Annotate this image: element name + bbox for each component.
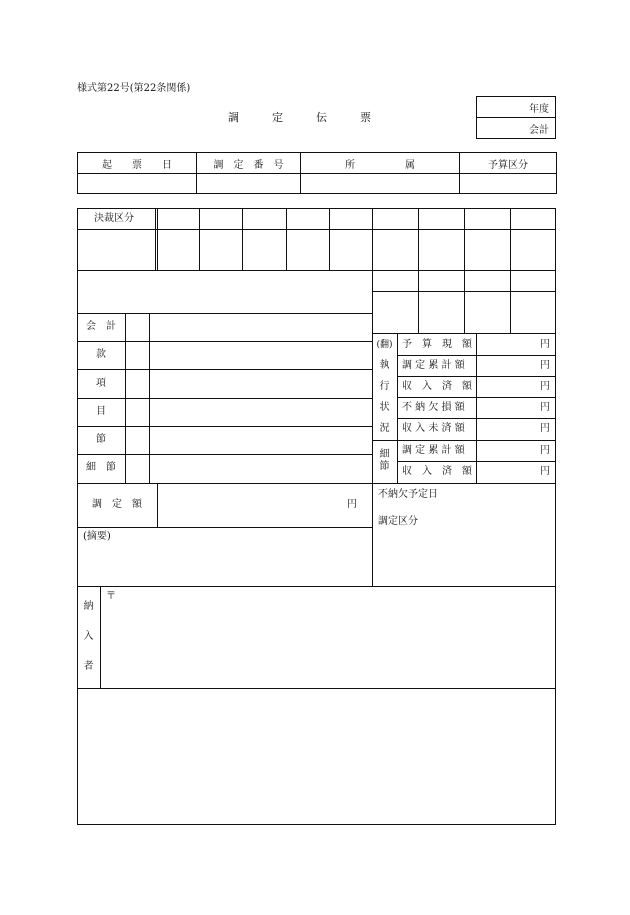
yen-unit: 円 bbox=[540, 423, 550, 434]
postal-mark-icon: 〒 bbox=[106, 591, 116, 602]
kan-code-field[interactable] bbox=[150, 342, 372, 369]
payer-address-field[interactable] bbox=[101, 587, 555, 688]
summary-field[interactable] bbox=[78, 545, 371, 585]
yen-unit: 円 bbox=[540, 466, 550, 477]
payer-label-2: 入 bbox=[83, 631, 94, 642]
saisetsu-group-label-1: 細 bbox=[379, 449, 390, 460]
exec-label-received: 収 入 済 額 bbox=[402, 381, 472, 392]
row-label-kan: 款 bbox=[96, 349, 106, 360]
form-number: 様式第22号(第22条関係) bbox=[77, 83, 191, 94]
adjusted-amount-field[interactable] bbox=[158, 484, 372, 527]
exec-label-unpaid: 収 入 未 済 額 bbox=[402, 423, 465, 434]
setsu-code-field[interactable] bbox=[150, 427, 372, 454]
header-draft-date: 起 票 日 bbox=[78, 153, 197, 174]
bottom-notes-area[interactable] bbox=[78, 689, 555, 824]
adjusted-amount-label: 調 定 額 bbox=[92, 499, 142, 510]
header-budget-category: 予算区分 bbox=[460, 153, 557, 174]
exec-label-budget: 予 算 現 額 bbox=[402, 339, 472, 350]
adjust-number-field[interactable] bbox=[197, 174, 301, 194]
top-info-table bbox=[77, 152, 557, 194]
exec-group-label-3: 行 bbox=[379, 381, 390, 392]
decision-stamp-cell[interactable] bbox=[330, 230, 372, 270]
saisetsu-code-field[interactable] bbox=[150, 455, 372, 483]
decision-stamp-cell[interactable] bbox=[243, 230, 286, 270]
summary-label: (摘要) bbox=[83, 531, 111, 542]
row-label-saisetsu: 細 節 bbox=[86, 462, 116, 473]
account-label: 会計 bbox=[529, 124, 549, 136]
exec-label-cumulative: 調 定 累 計 額 bbox=[402, 360, 465, 371]
exec-group-label-1: (翻) bbox=[376, 340, 393, 350]
row-label-account: 会 計 bbox=[86, 321, 116, 332]
account-cell[interactable] bbox=[477, 118, 556, 139]
year-account-box bbox=[476, 96, 556, 139]
yen-unit: 円 bbox=[540, 381, 550, 392]
kou-code-field[interactable] bbox=[150, 370, 372, 398]
yen-unit: 円 bbox=[540, 360, 550, 371]
adjustment-category-label: 調定区分 bbox=[378, 516, 418, 527]
decision-label: 決裁区分 bbox=[94, 213, 134, 224]
saisetsu-label-received: 収 入 済 額 bbox=[402, 466, 472, 477]
saisetsu-label-cumulative: 調 定 累 計 額 bbox=[402, 445, 465, 456]
decision-stamp-cell[interactable] bbox=[287, 230, 329, 270]
yen-unit: 円 bbox=[540, 402, 550, 413]
account-code-field[interactable] bbox=[150, 314, 372, 341]
saisetsu-group-label-2: 節 bbox=[379, 461, 390, 472]
decision-stamp-cell[interactable] bbox=[419, 230, 464, 270]
header-adjust-number: 調 定 番 号 bbox=[197, 153, 301, 174]
exec-label-loss: 不 納 欠 損 額 bbox=[402, 402, 465, 413]
row-label-kou: 項 bbox=[96, 378, 106, 389]
moku-code-field[interactable] bbox=[150, 399, 372, 426]
decision-stamp-cell[interactable] bbox=[200, 230, 242, 270]
department-field[interactable] bbox=[301, 174, 460, 194]
yen-unit: 円 bbox=[540, 339, 550, 350]
year-label: 年度 bbox=[529, 103, 549, 115]
budget-category-field[interactable] bbox=[460, 174, 557, 194]
exec-group-label-5: 況 bbox=[379, 423, 390, 434]
decision-stamp-cell[interactable] bbox=[511, 230, 556, 270]
non-payment-date-label: 不納欠予定日 bbox=[378, 489, 438, 500]
decision-stamp-cell[interactable] bbox=[373, 230, 418, 270]
yen-unit: 円 bbox=[540, 445, 550, 456]
payer-label-3: 者 bbox=[83, 661, 94, 672]
year-cell[interactable] bbox=[477, 97, 556, 118]
exec-group-label-2: 執 bbox=[379, 360, 390, 371]
header-department: 所 属 bbox=[301, 153, 460, 174]
decision-stamp-cell[interactable] bbox=[465, 230, 510, 270]
draft-date-field[interactable] bbox=[78, 174, 197, 194]
row-label-setsu: 節 bbox=[96, 434, 106, 445]
adjusted-amount-unit: 円 bbox=[347, 499, 357, 510]
payer-label-1: 納 bbox=[83, 601, 94, 612]
form-title: 調 定 伝 票 bbox=[228, 111, 371, 124]
exec-group-label-4: 状 bbox=[379, 402, 390, 413]
decision-stamp-cell[interactable] bbox=[158, 230, 199, 270]
row-label-moku: 目 bbox=[96, 406, 106, 417]
